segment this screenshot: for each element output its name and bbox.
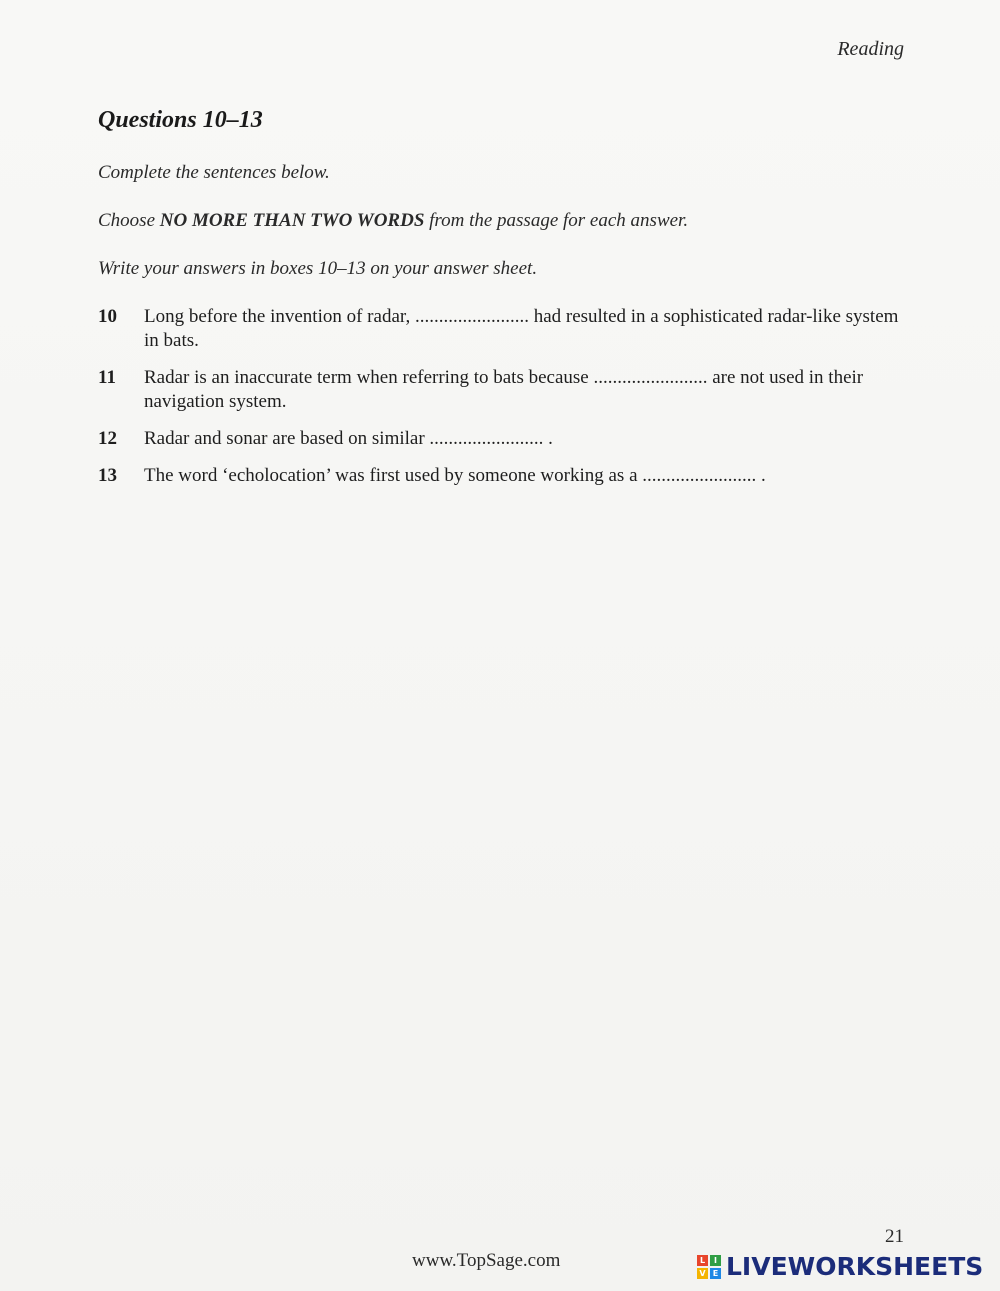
liveworksheets-brand[interactable] [697, 1252, 983, 1281]
instruction-word-limit [98, 210, 688, 232]
question-text: Long before the invention of radar, ........................ had resulted in a sophisticated radar-like system in bats. [144, 306, 899, 351]
logo-tile-l: L [697, 1255, 708, 1266]
instruction-word-limit-pre: Choose [98, 210, 160, 231]
logo-tile-e: E [710, 1268, 721, 1279]
instruction-word-limit-post: from the passage for each answer. [424, 210, 689, 231]
question-number: 13 [98, 465, 117, 486]
question-number: 10 [98, 306, 117, 327]
question-item [98, 464, 908, 488]
instruction-complete-sentences: Complete the sentences below. [98, 162, 330, 183]
liveworksheets-logo-icon [697, 1255, 721, 1279]
logo-tile-i: I [710, 1255, 721, 1266]
footer-website: www.TopSage.com [412, 1250, 561, 1271]
question-item [98, 305, 908, 353]
question-number: 11 [98, 367, 116, 388]
question-text: Radar and sonar are based on similar ........................ . [144, 428, 553, 449]
section-heading: Questions 10–13 [98, 107, 263, 133]
question-item [98, 427, 908, 451]
question-number: 12 [98, 428, 117, 449]
instruction-answer-sheet: Write your answers in boxes 10–13 on your answer sheet. [98, 258, 538, 279]
running-head: Reading [837, 38, 904, 60]
question-text: Radar is an inaccurate term when referring to bats because ........................ are not used in their navigation system. [144, 367, 864, 412]
question-item [98, 366, 908, 414]
question-text: The word ‘echolocation’ was first used by someone working as a ........................ . [144, 465, 766, 486]
instruction-word-limit-bold: NO MORE THAN TWO WORDS [159, 210, 425, 231]
question-list [98, 305, 908, 501]
logo-tile-v: V [697, 1268, 708, 1279]
liveworksheets-wordmark: LIVEWORKSHEETS [726, 1252, 984, 1281]
page-number: 21 [885, 1226, 904, 1247]
